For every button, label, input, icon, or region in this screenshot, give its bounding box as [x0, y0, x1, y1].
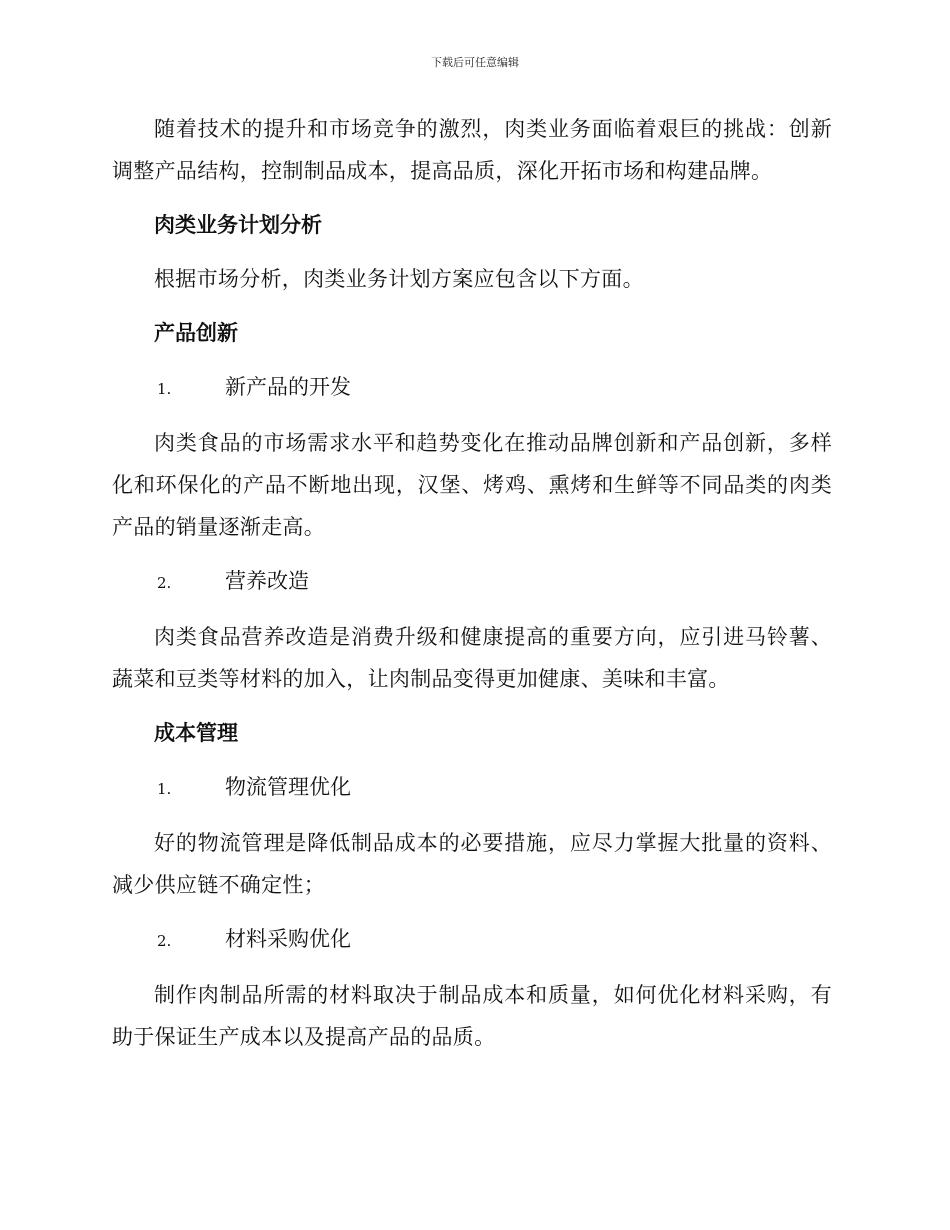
list-number: 1. — [157, 380, 172, 398]
header-note: 下载后可任意编辑 — [431, 56, 519, 69]
list-item-label: 新产品的开发 — [225, 375, 351, 399]
list-item-label: 营养改造 — [225, 569, 309, 593]
section-heading-cost-management: 成本管理 — [154, 721, 238, 745]
section-heading-plan-analysis: 肉类业务计划分析 — [154, 213, 322, 237]
new-product-paragraph: 肉类食品的市场需求水平和趋势变化在推动品牌创新和产品创新，多样化和环保化的产品不断地出现，汉堡、烤鸡、熏烤和生鲜等不同品类的肉类产品的销量逐渐走高。 — [112, 431, 832, 539]
list-item-label: 物流管理优化 — [225, 775, 351, 799]
list-number: 1. — [157, 780, 172, 798]
intro-paragraph: 随着技术的提升和市场竞争的激烈，肉类业务面临着艰巨的挑战：创新调整产品结构，控制制品成本，提高品质，深化开拓市场和构建品牌。 — [112, 117, 832, 183]
procurement-paragraph: 制作肉制品所需的材料取决于制品成本和质量，如何优化材料采购，有助于保证生产成本以及提高产品的品质。 — [112, 983, 832, 1049]
list-number: 2. — [157, 932, 172, 950]
list-item-label: 材料采购优化 — [225, 927, 351, 951]
list-item-logistics — [112, 766, 832, 810]
section-heading-product-innovation: 产品创新 — [154, 321, 238, 345]
plan-analysis-paragraph: 根据市场分析，肉类业务计划方案应包含以下方面。 — [154, 267, 644, 291]
document-body — [112, 108, 832, 1058]
list-item-nutrition — [112, 560, 832, 604]
list-item-new-product — [112, 366, 832, 410]
nutrition-paragraph: 肉类食品营养改造是消费升级和健康提高的重要方向，应引进马铃薯、蔬菜和豆类等材料的加入，让肉制品变得更加健康、美味和丰富。 — [112, 625, 832, 691]
list-item-procurement — [112, 918, 832, 962]
logistics-paragraph: 好的物流管理是降低制品成本的必要措施，应尽力掌握大批量的资料、减少供应链不确定性； — [112, 831, 832, 897]
list-number: 2. — [157, 574, 172, 592]
